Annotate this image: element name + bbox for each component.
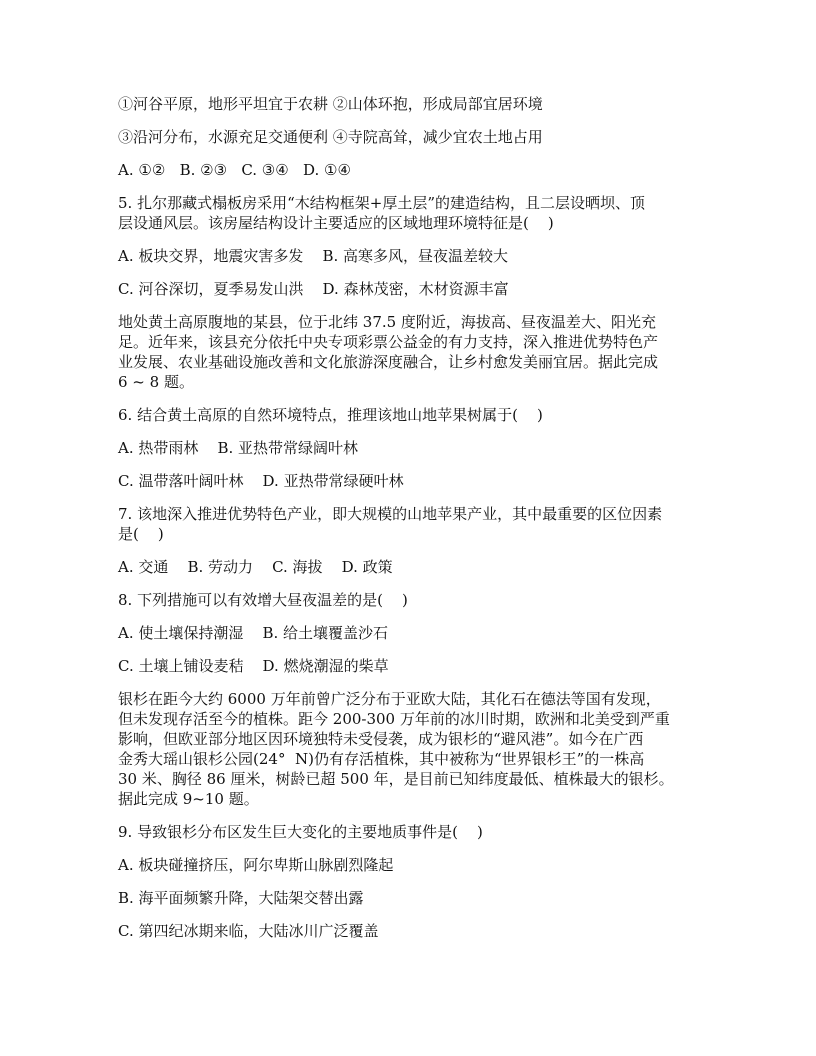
passage-cathaya-silver-fir xyxy=(118,689,703,809)
q5-stem-line-1: 5. 扎尔那藏式榻板房采用“木结构框架+厚土层”的建造结构，且二层设晒坝、顶 xyxy=(118,194,645,212)
passage2-line-3: 业发展、农业基础设施改善和文化旅游深度融合，让乡村愈发美丽宜居。据此完成 xyxy=(118,353,659,371)
q9-stem: 9. 导致银杉分布区发生巨大变化的主要地质事件是( ) xyxy=(118,823,483,841)
q8-stem: 8. 下列措施可以有效增大昼夜温差的是( ) xyxy=(118,591,408,609)
q8-options-cd: C. 土壤上铺设麦秸 D. 燃烧潮湿的柴草 xyxy=(118,657,389,675)
passage2-line-2: 足。近年来，该县充分依托中央专项彩票公益金的有力支持，深入推进优势特色产 xyxy=(118,333,659,351)
passage3-line-2: 但未发现存活至今的植株。距今 200-300 万年前的冰川时期，欧洲和北美受到严重 xyxy=(118,710,670,728)
q5-stem xyxy=(118,193,703,233)
passage3-line-3: 影响，但欧亚部分地区因环境独特未受侵袭，成为银杉的“避风港”。如今在广西 xyxy=(118,730,644,748)
q5-options-ab: A. 板块交界，地震灾害多发 B. 高寒多风，昼夜温差较大 xyxy=(118,247,509,265)
q4-option-line-1: ①河谷平原，地形平坦宜于农耕 ②山体环抱，形成局部宜居环境 xyxy=(118,95,543,113)
q4-answer-choices: A. ①② B. ②③ C. ③④ D. ①④ xyxy=(118,161,351,179)
passage3-line-1: 银杉在距今大约 6000 万年前曾广泛分布于亚欧大陆，其化石在德法等国有发现， xyxy=(118,690,661,708)
q7-stem-line-1: 7. 该地深入推进优势特色产业，即大规模的山地苹果产业，其中最重要的区位因素 xyxy=(118,505,663,523)
passage3-line-4: 金秀大瑶山银杉公园(24° N)仍有存活植株，其中被称为“世界银杉王”的一株高 xyxy=(118,750,645,768)
q9-option-a: A. 板块碰撞挤压，阿尔卑斯山脉剧烈隆起 xyxy=(118,856,394,874)
passage3-line-6: 据此完成 9~10 题。 xyxy=(118,790,259,808)
q5-options-cd: C. 河谷深切，夏季易发山洪 D. 森林茂密，木材资源丰富 xyxy=(118,280,509,298)
q7-stem-line-2: 是( ) xyxy=(118,525,164,543)
document-page xyxy=(118,94,703,954)
passage-loess-plateau xyxy=(118,312,703,392)
q6-options-cd: C. 温带落叶阔叶林 D. 亚热带常绿硬叶林 xyxy=(118,472,404,490)
q4-option-line-2: ③沿河分布，水源充足交通便利 ④寺院高耸，减少宜农土地占用 xyxy=(118,128,543,146)
q7-answer-choices: A. 交通 B. 劳动力 C. 海拔 D. 政策 xyxy=(118,558,393,576)
q7-stem xyxy=(118,504,703,544)
passage3-line-5: 30 米、胸径 86 厘米，树龄已超 500 年，是目前已知纬度最低、植株最大的银杉。 xyxy=(118,770,674,788)
q9-option-b: B. 海平面频繁升降，大陆架交替出露 xyxy=(118,889,364,907)
q8-options-ab: A. 使土壤保持潮湿 B. 给土壤覆盖沙石 xyxy=(118,624,389,642)
q6-stem: 6. 结合黄土高原的自然环境特点，推理该地山地苹果树属于( ) xyxy=(118,406,543,424)
q9-option-c: C. 第四纪冰期来临，大陆冰川广泛覆盖 xyxy=(118,922,379,940)
q5-stem-line-2: 层设通风层。该房屋结构设计主要适应的区域地理环境特征是( ) xyxy=(118,214,554,232)
q6-options-ab: A. 热带雨林 B. 亚热带常绿阔叶林 xyxy=(118,439,359,457)
passage2-line-4: 6 ~ 8 题。 xyxy=(118,373,194,391)
passage2-line-1: 地处黄土高原腹地的某县，位于北纬 37.5 度附近，海拔高、昼夜温差大、阳光充 xyxy=(118,313,656,331)
